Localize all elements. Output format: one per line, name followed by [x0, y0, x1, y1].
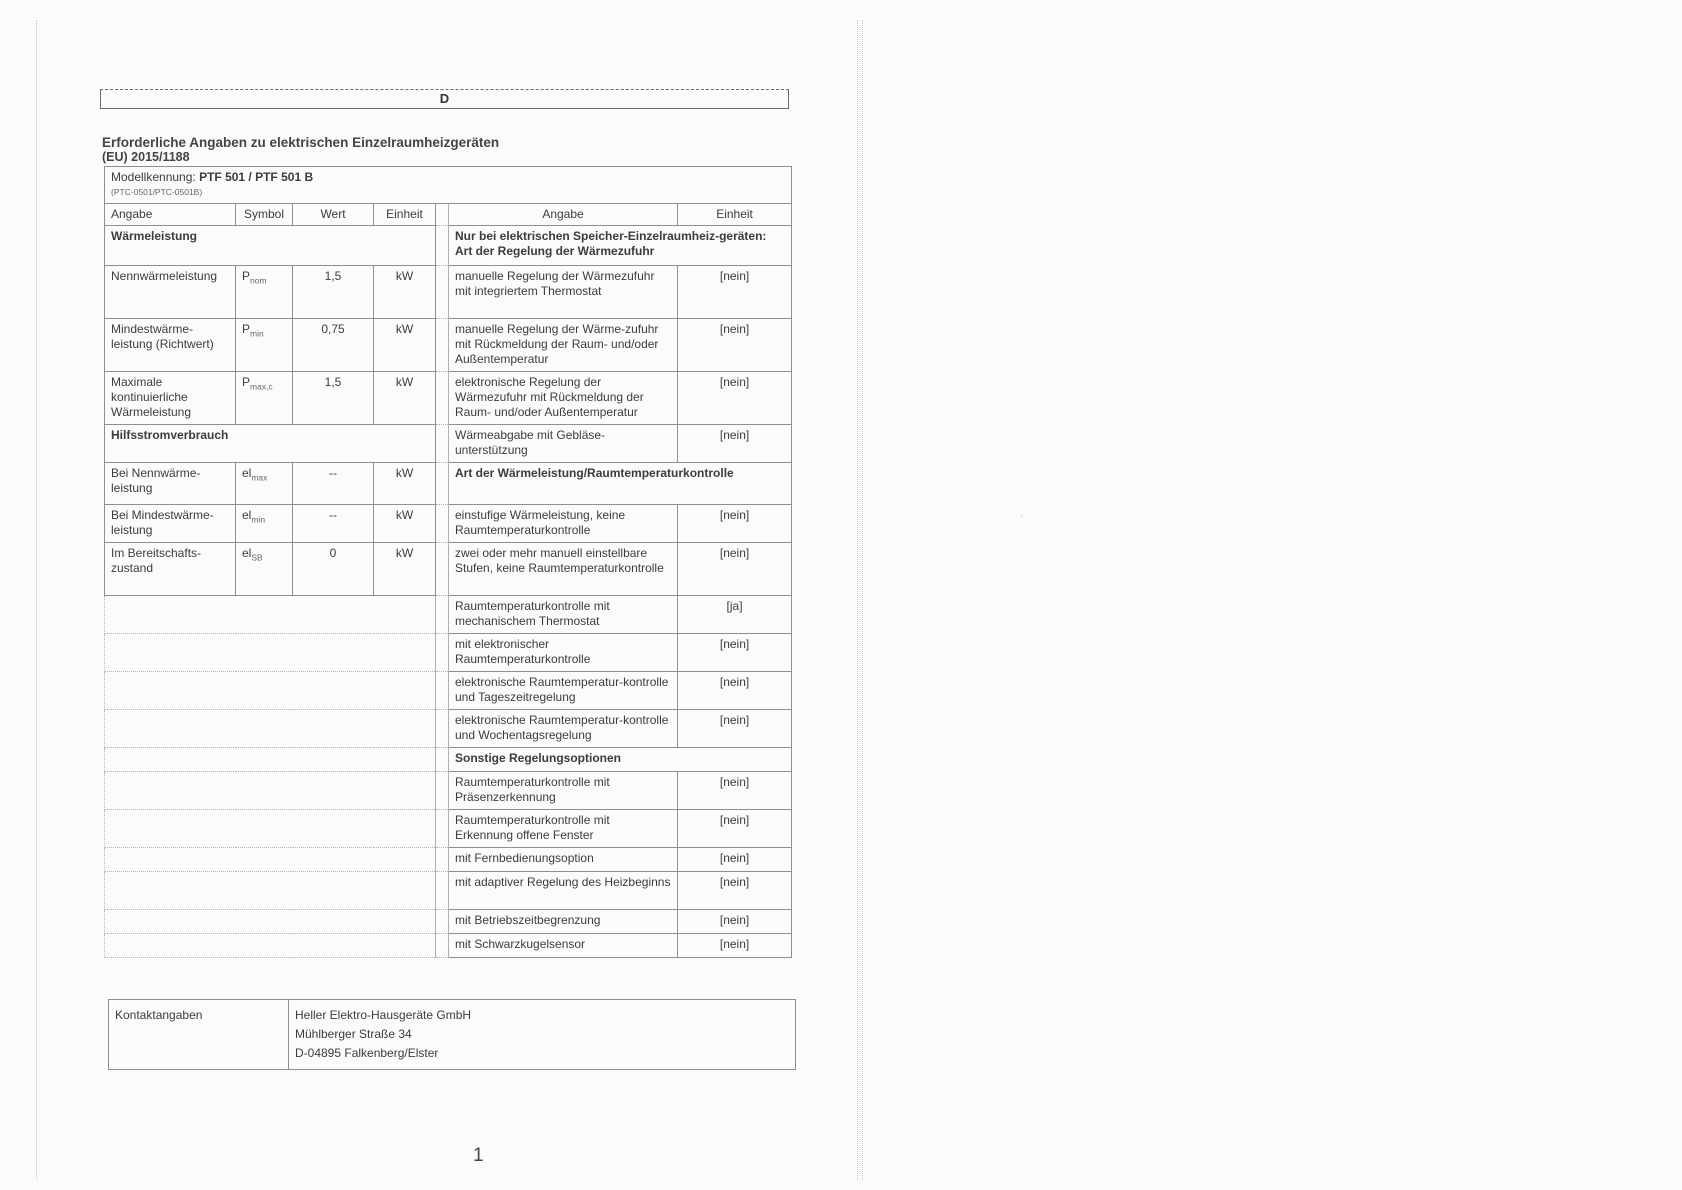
row-option: Raumtemperaturkontrolle mit Erkennung offene Fenster [449, 810, 678, 848]
row-option-value: [nein] [678, 372, 792, 425]
page-number: 1 [473, 1145, 484, 1166]
row-label: Maximale kontinuierliche Wärmeleistung [105, 372, 236, 425]
row-label: Bei Mindestwärme-leistung [105, 505, 236, 543]
row-symbol: $el_{max}$ [236, 463, 293, 505]
blank-cell [105, 810, 436, 848]
column-gap [436, 596, 449, 634]
row-option: einstufige Wärmeleistung, keine Raumtemperaturkontrolle [449, 505, 678, 543]
row-option-value: [nein] [678, 872, 792, 910]
table-row [105, 463, 792, 505]
blank-cell [105, 872, 436, 910]
contact-street: Mühlberger Straße 34 [295, 1027, 412, 1041]
blank-cell [105, 596, 436, 634]
row-label: Mindestwärme-leistung (Richtwert) [105, 319, 236, 372]
heading-regulation: (EU) 2015/1188 [102, 150, 190, 164]
row-option-value: [nein] [678, 710, 792, 748]
blank-cell [105, 910, 436, 934]
contact-company: Heller Elektro-Hausgeräte GmbH [295, 1008, 472, 1022]
column-gap [436, 505, 449, 543]
row-option: elektronische Raumtemperatur-kontrolle und Tageszeitregelung [449, 672, 678, 710]
contact-city: D-04895 Falkenberg/Elster [295, 1046, 439, 1060]
row-option: Raumtemperaturkontrolle mit mechanischem Thermostat [449, 596, 678, 634]
header-angabe-left: Angabe [105, 204, 236, 226]
row-option-value: [nein] [678, 543, 792, 596]
model-row [105, 167, 792, 204]
header-wert: Wert [293, 204, 374, 226]
row-value: 1,5 [293, 372, 374, 425]
spec-table [104, 166, 792, 958]
model-value: PTF 501 / PTF 501 B [199, 170, 314, 184]
blank-cell [105, 934, 436, 958]
language-code-box [100, 89, 789, 109]
blank-cell [105, 848, 436, 872]
table-row [105, 672, 792, 710]
row-value: 0 [293, 543, 374, 596]
header-symbol: Symbol [236, 204, 293, 226]
scan-edge-center [857, 20, 858, 1180]
row-option: mit Betriebszeitbegrenzung [449, 910, 678, 934]
column-gap [436, 810, 449, 848]
row-unit: kW [374, 372, 436, 425]
column-gap [436, 772, 449, 810]
column-gap [436, 934, 449, 958]
row-unit: kW [374, 505, 436, 543]
column-gap [436, 266, 449, 319]
column-gap [436, 872, 449, 910]
row-unit: kW [374, 266, 436, 319]
row-value: -- [293, 505, 374, 543]
row-value: -- [293, 463, 374, 505]
table-row [105, 910, 792, 934]
row-option: mit Fernbedienungsoption [449, 848, 678, 872]
row-option: Wärmeabgabe mit Gebläse-unterstützung [449, 425, 678, 463]
row-option-value: [nein] [678, 772, 792, 810]
column-gap [436, 672, 449, 710]
row-option-value: [nein] [678, 848, 792, 872]
header-angabe-right: Angabe [449, 204, 678, 226]
blank-cell [105, 748, 436, 772]
column-gap [436, 910, 449, 934]
blank-cell [105, 772, 436, 810]
column-gap [436, 372, 449, 425]
section-heat-output: Wärmeleistung [105, 226, 436, 266]
column-gap [436, 319, 449, 372]
document-heading [102, 135, 802, 165]
table-row [105, 425, 792, 463]
blank-cell [105, 634, 436, 672]
row-option: elektronische Raumtemperatur-kontrolle und Wochentagsregelung [449, 710, 678, 748]
table-row [105, 226, 792, 266]
row-unit: kW [374, 543, 436, 596]
table-row [105, 596, 792, 634]
column-gap [436, 710, 449, 748]
row-symbol: $P_{min}$ [236, 319, 293, 372]
blank-cell [105, 710, 436, 748]
row-option-value: [nein] [678, 319, 792, 372]
blank-cell [105, 672, 436, 710]
row-option-value: [nein] [678, 634, 792, 672]
row-option: mit adaptiver Regelung des Heizbeginns [449, 872, 678, 910]
row-symbol: $P_{nom}$ [236, 266, 293, 319]
row-label: Bei Nennwärme-leistung [105, 463, 236, 505]
header-row [105, 204, 792, 226]
row-option-value: [nein] [678, 505, 792, 543]
table-row [105, 934, 792, 958]
row-unit: kW [374, 319, 436, 372]
table-row [105, 810, 792, 848]
table-row [105, 634, 792, 672]
column-gap [436, 463, 449, 505]
column-gap [436, 848, 449, 872]
heading-title: Erforderliche Angaben zu elektrischen Einzelraumheizgeräten [102, 135, 500, 150]
table-row [105, 505, 792, 543]
document-page [36, 20, 857, 1180]
row-option-value: [nein] [678, 910, 792, 934]
row-unit: kW [374, 463, 436, 505]
row-symbol: $el_{min}$ [236, 505, 293, 543]
section-other-options: Sonstige Regelungsoptionen [449, 748, 792, 772]
row-symbol: $P_{max,c}$ [236, 372, 293, 425]
row-option: manuelle Regelung der Wärmezufuhr mit integriertem Thermostat [449, 266, 678, 319]
column-gap [436, 634, 449, 672]
column-gap [436, 748, 449, 772]
row-value: 0,75 [293, 319, 374, 372]
scan-speck: · [1020, 510, 1024, 521]
table-row [105, 710, 792, 748]
contact-label: Kontaktangaben [109, 1000, 289, 1070]
column-gap [436, 425, 449, 463]
row-option: mit elektronischer Raumtemperaturkontrolle [449, 634, 678, 672]
language-code: D [439, 91, 450, 106]
row-option-value: [nein] [678, 672, 792, 710]
contact-row [109, 1000, 796, 1070]
scan-edge-right [862, 20, 863, 1180]
table-row [105, 872, 792, 910]
row-option: manuelle Regelung der Wärme-zufuhr mit Rückmeldung der Raum- und/oder Außentemperatur [449, 319, 678, 372]
row-option-value: [nein] [678, 425, 792, 463]
table-row [105, 543, 792, 596]
table-row [105, 848, 792, 872]
table-row [105, 372, 792, 425]
row-option-value: [nein] [678, 266, 792, 319]
row-option-value: [nein] [678, 810, 792, 848]
section-heat-control-type: Nur bei elektrischen Speicher-Einzelraumheiz-geräten: Art der Regelung der Wärmezufuhr [449, 226, 792, 266]
row-option: Raumtemperaturkontrolle mit Präsenzerkennung [449, 772, 678, 810]
column-gap [436, 226, 449, 266]
table-row [105, 772, 792, 810]
section-heat-output-type: Art der Wärmeleistung/Raumtemperaturkontrolle [449, 463, 792, 505]
section-aux-power: Hilfsstromverbrauch [105, 425, 436, 463]
model-cell [105, 167, 792, 204]
table-row [105, 319, 792, 372]
model-sub: (PTC-0501/PTC-0501B) [111, 187, 203, 197]
model-label: Modellkennung: [111, 170, 196, 184]
row-option: elektronische Regelung der Wärmezufuhr mit Rückmeldung der Raum- und/oder Außentemperatur [449, 372, 678, 425]
table-row [105, 748, 792, 772]
row-option: mit Schwarzkugelsensor [449, 934, 678, 958]
contact-table [108, 999, 796, 1070]
header-einheit-right: Einheit [678, 204, 792, 226]
row-value: 1,5 [293, 266, 374, 319]
contact-address [289, 1000, 796, 1070]
row-label: Nennwärmeleistung [105, 266, 236, 319]
row-option: zwei oder mehr manuell einstellbare Stufen, keine Raumtemperaturkontrolle [449, 543, 678, 596]
row-label: Im Bereitschafts-zustand [105, 543, 236, 596]
row-symbol: $el_{SB}$ [236, 543, 293, 596]
table-row [105, 266, 792, 319]
header-einheit-left: Einheit [374, 204, 436, 226]
row-option-value: [nein] [678, 934, 792, 958]
column-gap [436, 543, 449, 596]
row-option-value: [ja] [678, 596, 792, 634]
column-gap [436, 204, 449, 226]
